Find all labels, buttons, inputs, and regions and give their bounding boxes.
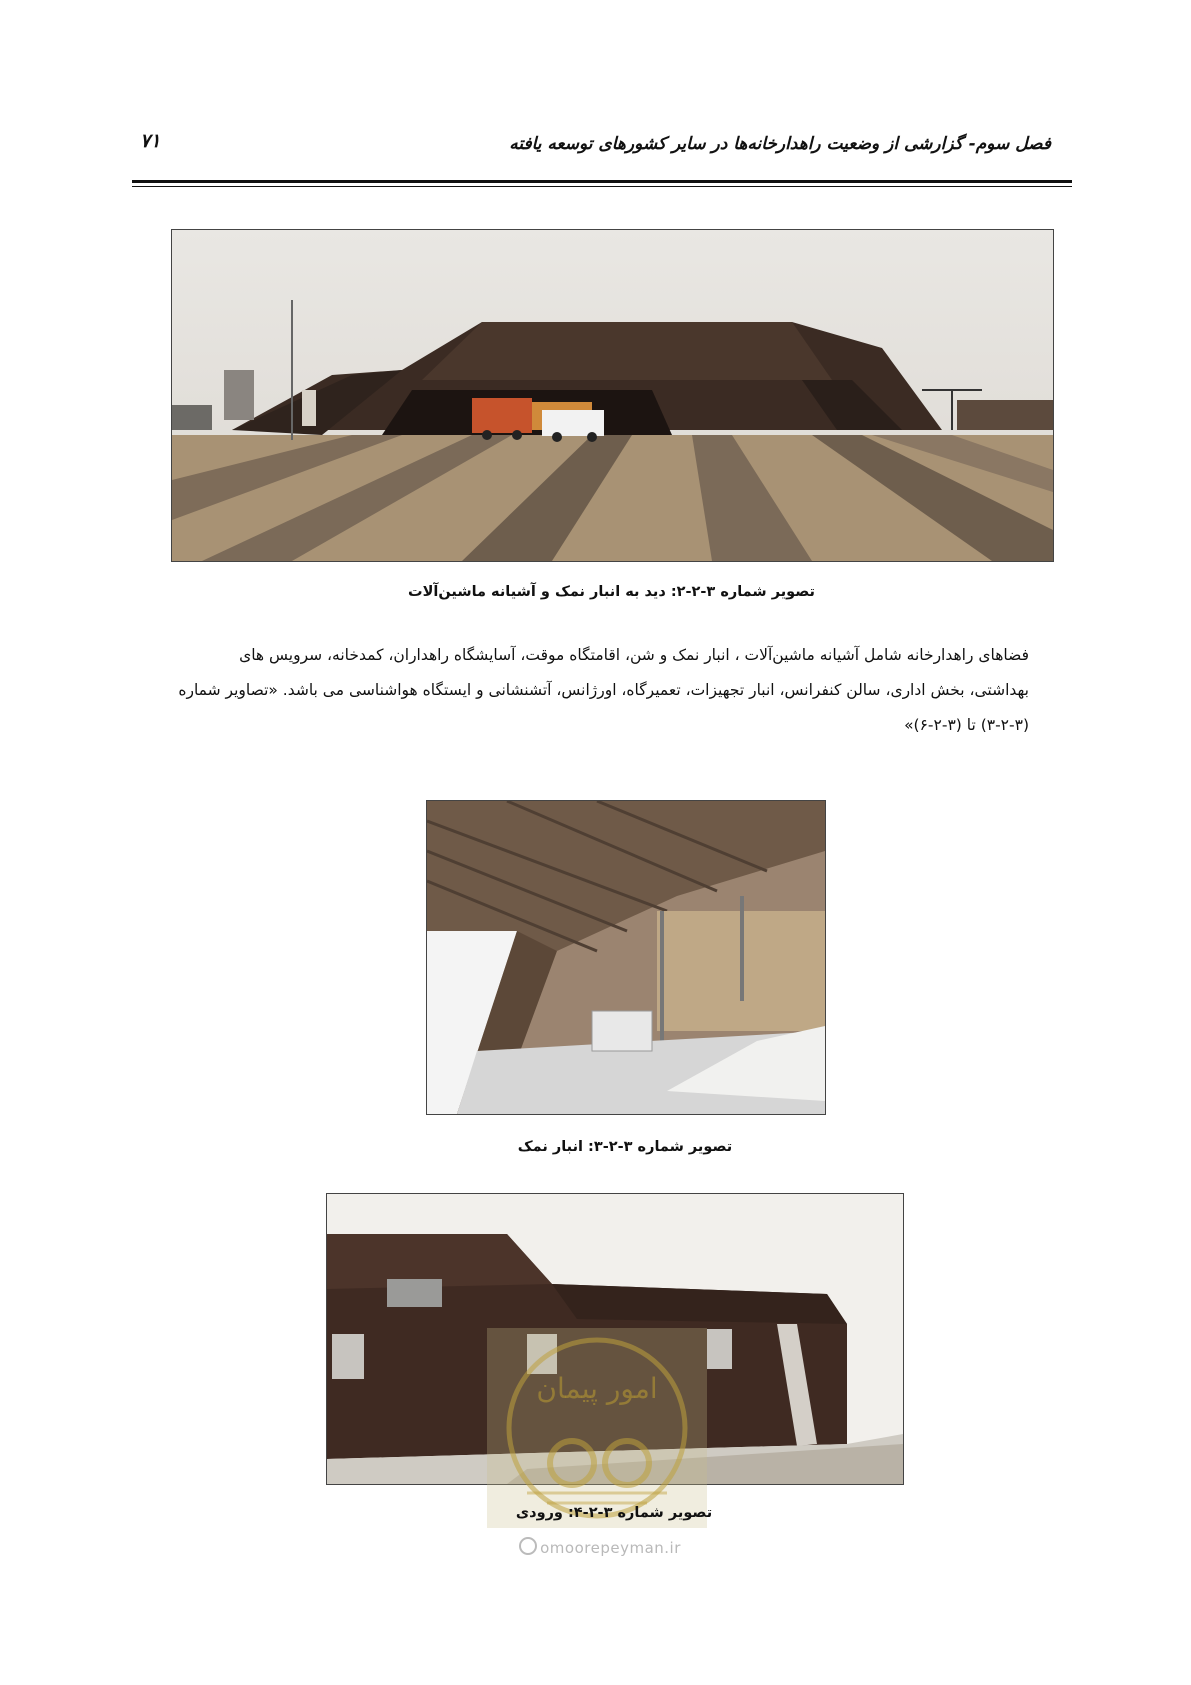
header-rule-thick [132,180,1072,183]
figure-caption: تصویر شماره ۳-۲-۴: ورودی [515,1505,713,1521]
figure-salt-storage-interior-photo [426,800,826,1115]
watermark-gear-icon [487,1328,707,1528]
header-rule-thin [132,186,1072,187]
paragraph-line: فضاهای راهدارخانه شامل آشیانه ماشین‌آلات ، انبار نمک و شن، اقامتگاه موقت، آسایشگاه راهداران، کمدخانه، سرویس های [239,646,1029,664]
watermark-url [500,1537,700,1557]
figure-caption: تصویر شماره ۳-۲-۳: انبار نمک [517,1139,733,1155]
figure-salt-storage-hangar-photo [171,229,1054,562]
chapter-header-title: فصل سوم- گزارشی از وضعیت راهدارخانه‌ها در سایر کشورهای توسعه یافته [509,134,1051,154]
figure-caption: تصویر شماره ۳-۲-۲: دید به انبار نمک و آشیانه ماشین‌آلات [408,584,815,600]
body-paragraph [139,638,1051,743]
watermark-url-text: omoorepeyman.ir [540,1539,681,1557]
at-sign-icon [519,1537,537,1555]
page-number: ۷۱ [140,130,161,152]
paragraph-line: (۳-۲-۳) تا (۳-۲-۶)» [904,716,1029,734]
watermark-logo-overlay [487,1328,707,1528]
watermark-logo-text: امور پیمان [536,1372,658,1405]
paragraph-line: بهداشتی، بخش اداری، سالن کنفرانس، انبار تجهیزات، تعمیرگاه، اورژانس، آتشنشانی و ایستگاه هواشناسی می باشد. «تصاویر شماره [178,681,1029,699]
